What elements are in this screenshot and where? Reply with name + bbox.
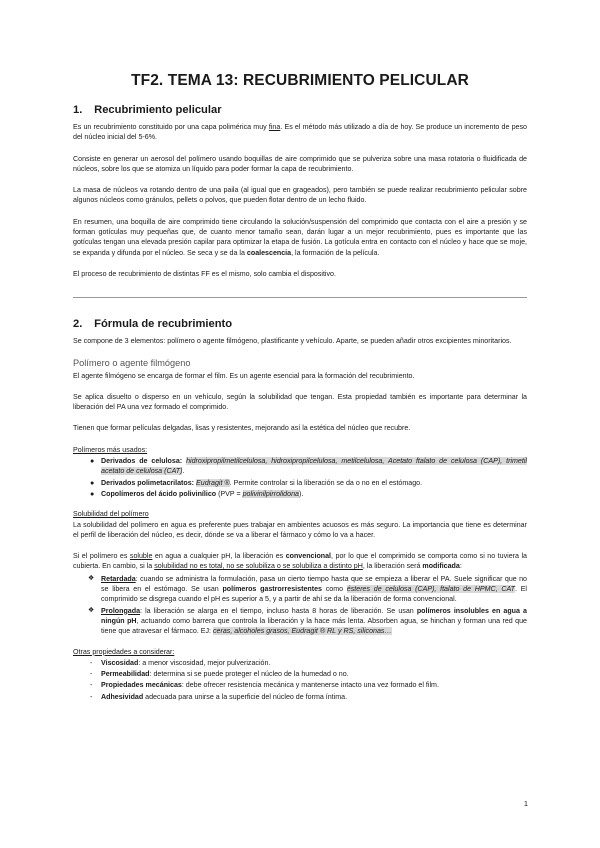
paragraph: El agente filmógeno se encarga de formar el film. Es un agente esencial para la formación del recubrimiento.	[73, 371, 415, 380]
underlined-text: Prolongada	[101, 606, 141, 615]
text: : cuando se administra la formulación, pasa un cierto tiempo hasta que se empieza a liberar el PA. Suele significar que no se libera en el estómago. Se usan	[101, 574, 527, 594]
text: adecuada para unirse a la superficie del núcleo de forma íntima.	[143, 692, 348, 701]
paragraph: La solubilidad del polímero en agua es preferente pues trabajar en ambientes acuosos es más seguro. La importancia que tiene es determinar el perfil de liberación del núcleo, es decir, dónde se va a liberar el fármaco y cómo lo va a hacer.	[73, 520, 527, 539]
text: Es un recubrimiento constituido por una capa polimérica muy	[73, 123, 269, 131]
dash-bullet-icon: -	[90, 692, 93, 701]
page-number: 1	[523, 799, 528, 808]
bold-text: Propiedades mecánicas	[101, 681, 182, 690]
underlined-text: solubilidad no es total, no se solubiliza o se solubiliza a distinto pH	[154, 562, 363, 571]
underlined-text: soluble	[129, 552, 153, 561]
paragraph	[73, 122, 527, 143]
properties-list	[73, 658, 527, 702]
release-type-list	[73, 574, 527, 637]
list-item	[73, 606, 527, 637]
section-number: 1.	[73, 104, 83, 116]
list-heading: Otras propiedades a considerar:	[73, 647, 175, 656]
page-title: TF2. TEMA 13: RECUBRIMIENTO PELICULAR	[131, 72, 469, 89]
diamond-bullet-icon: ❖	[88, 574, 95, 582]
text: , por lo que el comprimido se comporta como si no tuviera la cubierta. En cambio, si la	[73, 552, 527, 571]
document-body	[73, 104, 527, 712]
text: :	[459, 562, 462, 571]
text: (PVP =	[216, 489, 243, 498]
text: , la formación de la película.	[291, 248, 380, 257]
subheading: Polímero o agente filmógeno	[73, 357, 191, 368]
list-item	[73, 680, 527, 690]
bold-text: Copolímeros del ácido polivinílico	[101, 489, 217, 498]
list-item	[73, 456, 527, 477]
dash-bullet-icon: -	[90, 670, 93, 679]
polymer-list	[73, 456, 527, 499]
highlighted-text: ésteres de celulosa (CAP), ftalato de HPMC, CAT	[346, 585, 515, 594]
text: , la liberación será	[362, 562, 423, 571]
text: . Permite controlar si la liberación se da o no en el estómago.	[229, 478, 423, 487]
list-item	[73, 692, 527, 702]
section-2-heading	[73, 318, 527, 331]
dash-bullet-icon: -	[90, 681, 93, 690]
bullet-icon: ●	[90, 478, 95, 487]
section-title: Fórmula de recubrimiento	[94, 318, 233, 331]
text: Si el polímero es	[73, 552, 130, 561]
diamond-bullet-icon: ❖	[88, 606, 95, 614]
horizontal-divider	[73, 297, 527, 298]
text: . El comprimido se disgrega cuando el pH es superior a 5, y a partir de ahí se da la liberación de forma convencional.	[101, 585, 527, 604]
subsection-heading: Solubilidad del polímero	[73, 510, 149, 519]
section-title: Recubrimiento pelicular	[94, 104, 222, 116]
text: . Es el método más utilizado a día de hoy. Se produce un incremento de peso del núcleo inicial del 5-6%.	[73, 123, 527, 142]
paragraph: La masa de núcleos va rotando dentro de una paila (al igual que en grageados), pero también se puede realizar recubrimiento pelicular sobre algunos núcleos como gránulos, pellets o polvos, que pueden flotar dentro de un lecho fluido.	[73, 186, 527, 205]
bold-text: polímeros insolubles en agua a ningún pH	[101, 606, 527, 625]
underlined-text: Retardada	[101, 574, 136, 583]
bullet-icon: ●	[90, 489, 95, 498]
underlined-text: fina	[268, 123, 281, 131]
list-item	[73, 574, 527, 605]
bold-text: modificada	[422, 562, 460, 571]
highlighted-text: Eudragit ®	[196, 478, 230, 487]
paragraph: Se compone de 3 elementos: polímero o agente filmógeno, plastificante y vehículo. Aparte, se pueden añadir otros excipientes minoritarios.	[73, 337, 512, 346]
paragraph: Se aplica disuelto o disperso en un vehículo, según la solubilidad que tengan. Esta propiedad también es importante para determinar la liberación del PA una vez formado el comprimido.	[73, 392, 527, 412]
section-number: 2.	[73, 318, 83, 331]
text: : debe ofrecer resistencia mecánica y mantenerse intacto una vez formado el film.	[181, 681, 439, 690]
text: : a menor viscosidad, mejor pulverización.	[138, 658, 271, 667]
text: En resumen, una boquilla de aire comprimido tiene circulando la solución/suspensión del comprimido que contacta con el aire a presión y se forman gotículas muy pequeñas que, de cuanto menor tamaño sean, darán lugar a un mejor recubrimiento, pues es importante que las gotículas tengan una elevada presión capilar para optimizar la etapa de fusión. La gotícula entra en contacto con el núcleo y hace que se moje, se expanda y difunda por el núcleo. Se seca y se da la	[73, 217, 527, 257]
paragraph: El proceso de recubrimiento de distintas FF es el mismo, solo cambia el dispositivo.	[73, 269, 336, 278]
dash-bullet-icon: -	[90, 658, 93, 667]
list-item	[73, 489, 527, 499]
text: como	[322, 585, 347, 594]
text: : determina si se puede proteger el núcleo de la humedad o no.	[149, 670, 349, 679]
bold-text: polímeros gastrorresistentes	[222, 585, 322, 594]
list-item	[73, 658, 527, 668]
list-item	[73, 669, 527, 679]
bold-text: Viscosidad	[101, 658, 139, 667]
bullet-icon: ●	[90, 457, 95, 466]
bold-text: Derivados polimetacrilatos:	[101, 478, 195, 487]
bold-text: convencional	[285, 552, 332, 561]
section-1-heading	[73, 104, 527, 116]
paragraph	[73, 217, 527, 258]
highlighted-text: ceras, alcoholes grasos, Eudragit ® RL y RS, siliconas…	[212, 627, 392, 636]
text: , actuando como barrera que controla la liberación y la hace más lenta. Absorben agua, se hinchan y forman una red que tiene que atravesar el fármaco. EJ:	[101, 616, 527, 636]
text: ).	[298, 489, 304, 498]
bold-text: Derivados de celulosa:	[101, 457, 183, 466]
paragraph: Consiste en generar un aerosol del polímero usando boquillas de aire comprimido que se pulveriza sobre una masa rotatoria o fluidificada de núcleos, sobre los que se atomiza un líquido para poder formar la capa de recubrimiento.	[73, 154, 527, 173]
list-item	[73, 478, 527, 488]
paragraph: Tienen que formar películas delgadas, lisas y resistentes, mejorando así la estética del núcleo que recubre.	[73, 424, 411, 433]
bold-text: Adhesividad	[101, 692, 144, 701]
text: .	[182, 467, 185, 476]
bold-text: coalescencia	[246, 248, 292, 257]
bold-text: Permeabilidad	[101, 670, 150, 679]
paragraph	[73, 551, 527, 572]
highlighted-text: hidroxipropilmetilcelulosa, hidroxipropilcelulosa, metilcelulosa, Acetato ftalato de celulosa (CAP), trimetil acetato de celulosa (CAT)	[101, 457, 527, 476]
list-heading: Polímeros más usados:	[73, 445, 148, 454]
text: : la liberación se alarga en el tiempo, incluso hasta 8 horas de liberación. Se usan	[140, 606, 417, 615]
highlighted-text: polivinilpirrolidona	[242, 489, 299, 498]
text: en agua a cualquier pH, la liberación es	[152, 552, 286, 561]
